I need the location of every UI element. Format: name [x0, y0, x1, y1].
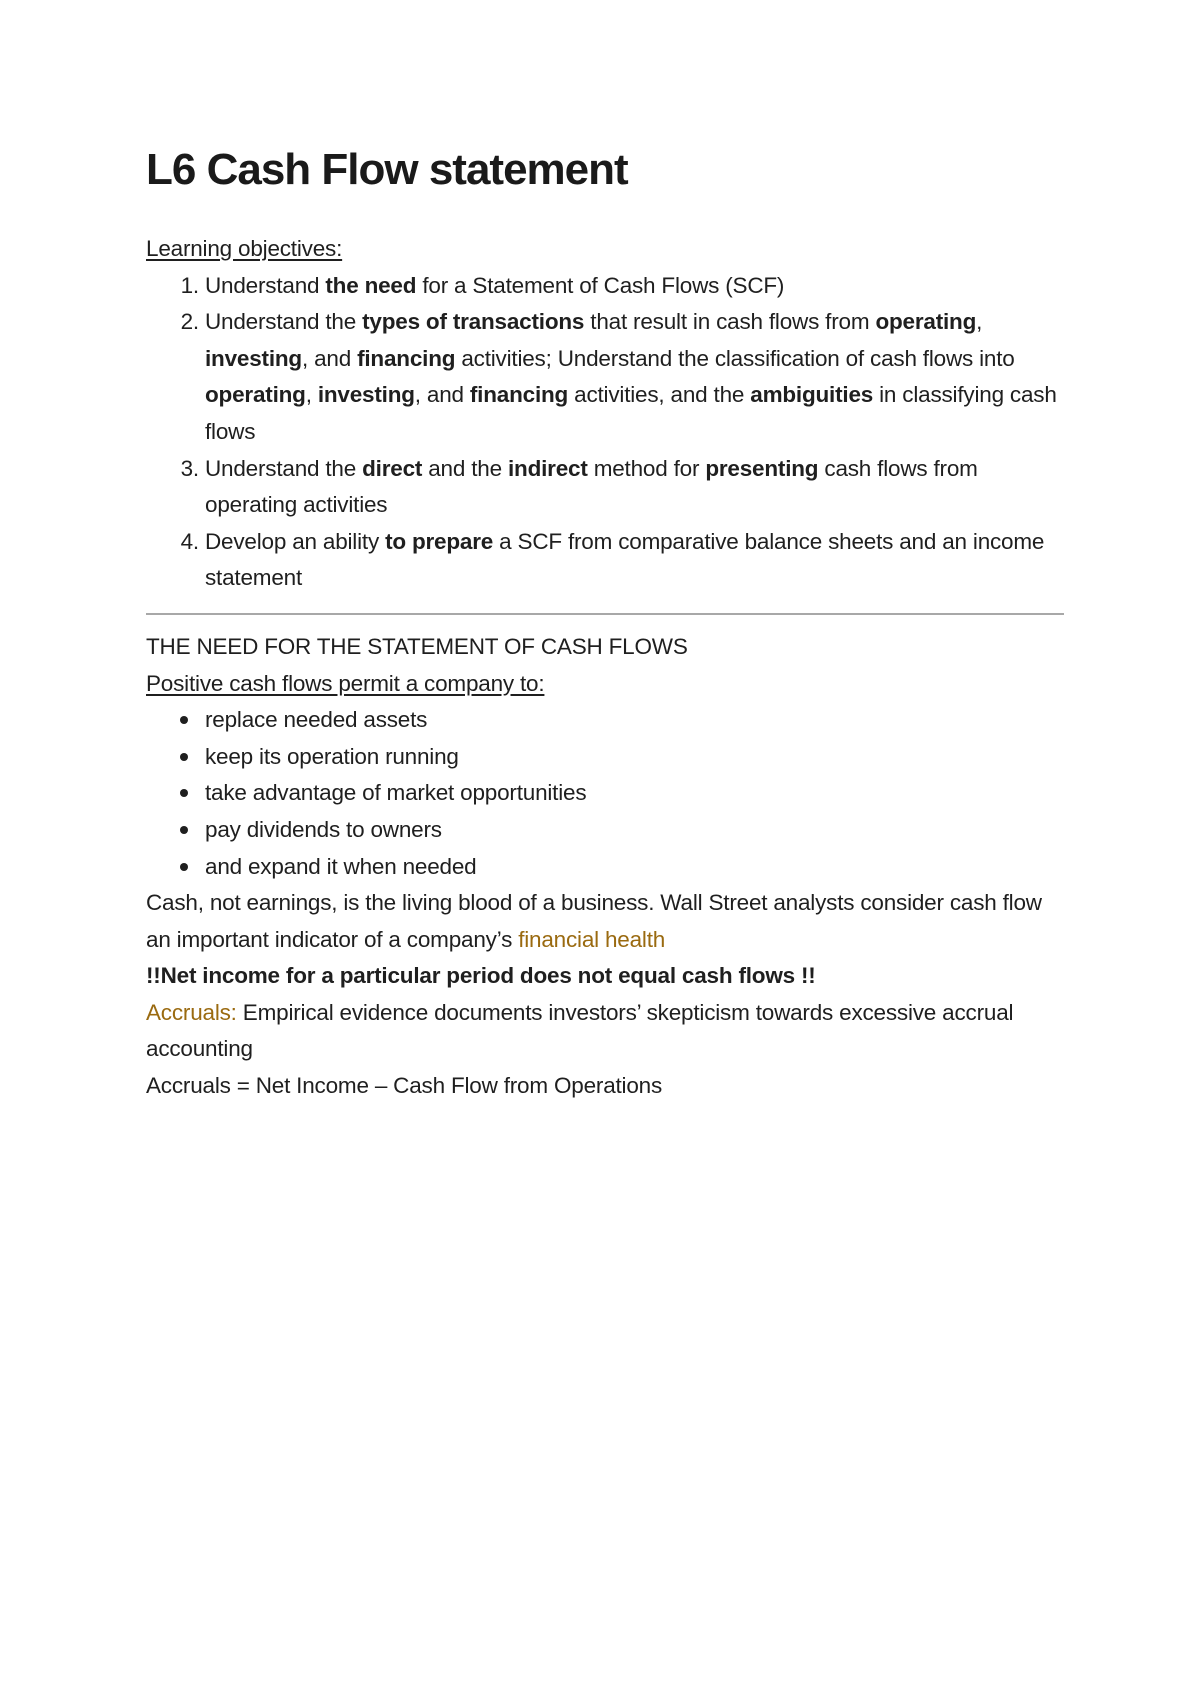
- page-title: L6 Cash Flow statement: [146, 145, 628, 194]
- objective-item: [205, 268, 1066, 305]
- objectives-heading: Learning objectives:: [146, 236, 343, 261]
- bold-term: the need: [325, 272, 417, 298]
- bold-term: indirect: [507, 455, 588, 481]
- text-run: activities, and the: [568, 382, 751, 408]
- list-item: [205, 849, 1066, 886]
- bullet-icon: [180, 789, 188, 797]
- list-item-text: replace needed assets: [205, 707, 428, 733]
- positive-cash-heading: Positive cash flows permit a company to:: [146, 670, 545, 696]
- cash-sentence: Cash, not earnings, is the living blood of a business. Wall Street analysts consider cash flow an important indicator of a company’s: [146, 890, 1042, 952]
- list-item: [205, 739, 1066, 776]
- bold-term: presenting: [705, 455, 819, 481]
- bold-term: to prepare: [385, 528, 494, 554]
- financial-health-highlight: financial health: [518, 926, 666, 952]
- text-run: Understand the: [205, 455, 363, 481]
- bullet-icon: [180, 716, 188, 724]
- list-item-text: take advantage of market opportunities: [205, 780, 587, 806]
- text-run: in classifying cash flows: [205, 382, 1057, 444]
- list-item: [205, 812, 1066, 849]
- bold-term: ambiguities: [750, 382, 874, 408]
- list-item-text: and expand it when needed: [205, 853, 477, 879]
- accruals-text: Empirical evidence documents investors’ skepticism towards excessive accrual accounting: [146, 999, 1014, 1062]
- text-run: and the: [422, 455, 508, 481]
- text-run: ,: [305, 382, 318, 408]
- accruals-label: Accruals:: [146, 999, 237, 1025]
- list-item: [205, 702, 1066, 739]
- objectives-list: [146, 268, 1066, 597]
- accruals-paragraph: [146, 995, 1066, 1068]
- text-run: that result in cash flows from: [584, 309, 876, 335]
- bold-term: types of transactions: [362, 309, 585, 335]
- document-page: [146, 140, 1066, 1105]
- text-run: Understand the: [205, 309, 363, 335]
- text-run: Develop an ability: [205, 528, 386, 554]
- objective-item: [205, 304, 1066, 450]
- bold-term: investing: [205, 345, 302, 371]
- list-item-text: pay dividends to owners: [205, 816, 442, 842]
- section-heading: THE NEED FOR THE STATEMENT OF CASH FLOWS: [146, 633, 688, 659]
- bullet-icon: [180, 863, 188, 871]
- bold-term: operating: [875, 309, 977, 335]
- net-income-callout: !!Net income for a particular period does not equal cash flows !!: [146, 963, 816, 989]
- bullet-icon: [180, 753, 188, 761]
- bold-term: operating: [205, 382, 306, 408]
- text-run: , and: [301, 345, 358, 371]
- text-run: ,: [976, 309, 983, 335]
- objective-item: [205, 451, 1066, 524]
- bold-term: financing: [357, 345, 456, 371]
- text-run: a SCF from comparative balance sheets and an income statement: [205, 528, 1045, 591]
- bold-term: investing: [317, 382, 415, 408]
- text-run: for a Statement of Cash Flows (SCF): [416, 272, 785, 298]
- benefits-list: [146, 702, 1066, 885]
- list-item: [205, 775, 1066, 812]
- accruals-formula: Accruals = Net Income – Cash Flow from Operations: [146, 1073, 663, 1099]
- bold-term: direct: [362, 455, 423, 481]
- text-run: , and: [414, 382, 470, 408]
- bullet-icon: [180, 826, 188, 834]
- cash-paragraph: [146, 885, 1066, 958]
- text-run: activities; Understand the classification of cash flows into: [455, 345, 1015, 371]
- objective-item: [205, 524, 1066, 597]
- section-divider: [146, 613, 1064, 615]
- text-run: cash flows from operating activities: [205, 455, 978, 518]
- text-run: Understand: [205, 272, 326, 298]
- list-item-text: keep its operation running: [205, 743, 459, 769]
- bold-term: financing: [469, 382, 569, 408]
- text-run: method for: [587, 455, 706, 481]
